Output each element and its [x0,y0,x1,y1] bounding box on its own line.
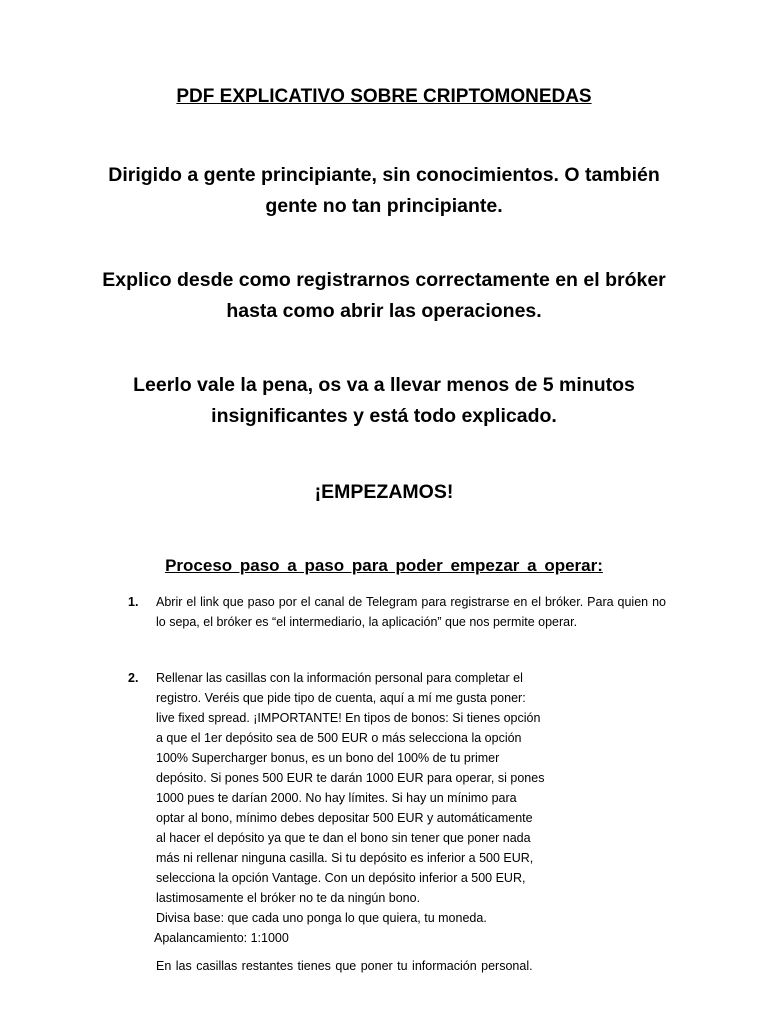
steps-subtitle: Proceso paso a paso para poder empezar a operar: [165,556,603,575]
step-1-text: Abrir el link que paso por el canal de Telegram para registrarse en el bróker. Para quien no lo sepa, el bróker es “el intermediario, la aplicación” que nos permite operar. [156,595,666,629]
intro-paragraph-2: Explico desde como registrarnos correctamente en el bróker hasta como abrir las operaciones. [102,269,666,322]
intro-paragraph-3: Leerlo vale la pena, os va a llevar menos de 5 minutos insignificantes y está todo explicado. [133,374,635,427]
step-2-line: 1000 pues te darían 2000. No hay límites. Si hay un mínimo para [156,791,517,805]
step-2-line: 100% Supercharger bonus, es un bono del 100% de tu primer [156,751,500,765]
step-2-line: al hacer el depósito ya que te dan el bono sin tener que poner nada [156,831,531,845]
remaining-fields-note: En las casillas restantes tienes que poner tu información personal. [156,959,533,973]
step-2-line: depósito. Si pones 500 EUR te darán 1000 EUR para operar, si pones [156,771,545,785]
step-2-number: 2. [128,671,139,685]
leverage-line: Apalancamiento: 1:1000 [154,931,289,945]
step-2-line: a que el 1er depósito sea de 500 EUR o más selecciona la opción [156,731,522,745]
step-2-line: registro. Veréis que pide tipo de cuenta, aquí a mí me gusta poner: [156,691,526,705]
step-2-line: selecciona la opción Vantage. Con un depósito inferior a 500 EUR, [156,871,526,885]
step-2-line: Divisa base: que cada uno ponga lo que quiera, tu moneda. [156,911,487,925]
step-2-line: Rellenar las casillas con la información personal para completar el [156,671,523,685]
intro-paragraph-1: Dirigido a gente principiante, sin conocimientos. O también gente no tan principiante. [108,164,660,217]
document-title: PDF EXPLICATIVO SOBRE CRIPTOMONEDAS [176,86,592,107]
step-2-line: live fixed spread. ¡IMPORTANTE! En tipos de bonos: Si tienes opción [156,711,541,725]
step-1-number: 1. [128,595,139,609]
step-2-line: lastimosamente el bróker no te da ningún bono. [156,891,421,905]
step-2-line: optar al bono, mínimo debes depositar 500 EUR y automáticamente [156,811,533,825]
step-2-line: más ni rellenar ninguna casilla. Si tu depósito es inferior a 500 EUR, [156,851,534,865]
start-heading: ¡EMPEZAMOS! [314,481,454,503]
step-2-text [156,668,666,948]
